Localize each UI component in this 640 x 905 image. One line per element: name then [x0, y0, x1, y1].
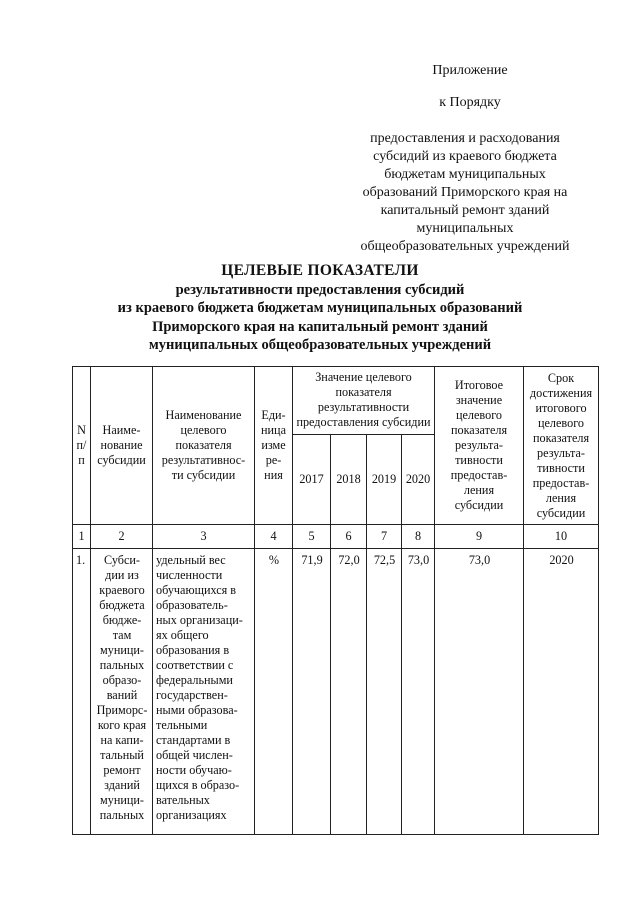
row-value-2020: 73,0: [402, 549, 435, 835]
header-line: целевого: [180, 423, 227, 437]
header-line: показателя: [175, 438, 232, 452]
cell-line: организациях: [156, 808, 227, 822]
header-line: Срок: [547, 370, 575, 385]
header-line: целевого: [538, 415, 584, 430]
header-line: показателя: [532, 430, 590, 445]
column-number: 6: [331, 525, 367, 549]
column-number: 8: [402, 525, 435, 549]
cell-line: стандартами в: [156, 733, 231, 747]
title-line: Приморского края на капитальный ремонт зданий: [152, 318, 488, 335]
header-line: изме: [261, 438, 286, 452]
cell-line: Приморс-: [96, 703, 148, 717]
header-line: Наиме-: [102, 423, 141, 437]
header-line: ния: [264, 468, 283, 482]
cell-line: щихся в образо-: [156, 778, 240, 792]
column-number: 4: [255, 525, 293, 549]
row-value-2017: 71,9: [293, 549, 331, 835]
cell-line: ремонт: [103, 763, 141, 777]
header-num-line: п/: [76, 438, 87, 452]
row-indicator-name: [153, 549, 255, 835]
cell-line: краевого: [99, 583, 145, 597]
cell-line: бюдже-: [102, 613, 142, 627]
column-number: 5: [293, 525, 331, 549]
cell-line: муници-: [100, 793, 144, 807]
row-num: 1.: [73, 549, 91, 835]
cell-line: ях общего: [156, 628, 209, 642]
header-line: ти субсидии: [171, 468, 236, 482]
appendix-line: субсидий из краевого бюджета: [373, 149, 557, 164]
header-line: ления: [463, 483, 495, 497]
title-line: из краевого бюджета бюджетам муниципальных образований: [117, 300, 523, 316]
header-line: предостав-: [532, 475, 590, 490]
header-line: ре-: [265, 453, 282, 467]
header-num-line: N: [77, 423, 86, 437]
column-number: 3: [153, 525, 255, 549]
table-row: [73, 549, 599, 835]
cell-line: тельными: [156, 718, 208, 732]
header-year: 2017: [293, 435, 331, 525]
cell-line: общей числен-: [156, 748, 233, 762]
row-final-value: 73,0: [435, 549, 524, 835]
column-number: 1: [73, 525, 91, 549]
title-line: муниципальных общеобразовательных учреждений: [148, 337, 492, 353]
cell-line: муници-: [100, 643, 144, 657]
cell-line: образования в: [156, 643, 230, 657]
row-deadline: 2020: [524, 549, 599, 835]
column-number: 7: [367, 525, 402, 549]
header-line: субсидии: [536, 505, 586, 520]
cell-line: федеральными: [156, 673, 233, 687]
appendix-title: Приложение: [432, 63, 508, 78]
cell-line: соответствии с: [156, 658, 234, 672]
header-line: Еди-: [261, 408, 286, 422]
header-line: тивности: [537, 460, 585, 475]
header-line: предостав-: [450, 468, 508, 482]
cell-line: там: [112, 628, 132, 642]
appendix-description: [340, 130, 590, 256]
appendix-line: муниципальных: [416, 221, 514, 236]
cell-line: бюджета: [99, 598, 145, 612]
column-number: 2: [91, 525, 153, 549]
column-number: 9: [435, 525, 524, 549]
header-target-value: [293, 367, 435, 435]
header-line: ления: [545, 490, 577, 505]
cell-line: дии из: [105, 568, 139, 582]
cell-line: ных организаци-: [156, 613, 243, 627]
header-line: ница: [261, 423, 286, 437]
cell-line: ности обучаю-: [156, 763, 232, 777]
cell-line: кого края: [97, 718, 147, 732]
header-line: результа-: [537, 445, 585, 460]
cell-line: ваний: [106, 688, 138, 702]
header-line: результативности: [317, 400, 410, 414]
appendix-line: общеобразовательных учреждений: [360, 239, 570, 254]
document-title: [60, 262, 580, 355]
header-line: результативнос-: [161, 453, 246, 467]
cell-line: образо-: [102, 673, 142, 687]
header-line: Наименование: [165, 408, 242, 422]
cell-line: образователь-: [156, 598, 228, 612]
header-num: [73, 367, 91, 525]
title-main: ЦЕЛЕВЫЕ ПОКАЗАТЕЛИ: [221, 262, 419, 279]
cell-line: удельный вес: [156, 553, 226, 567]
header-line: предоставления субсидии: [296, 415, 431, 429]
cell-line: государствен-: [156, 688, 228, 702]
appendix-line: бюджетам муниципальных: [384, 167, 546, 182]
cell-line: тальный: [100, 748, 144, 762]
column-number: 10: [524, 525, 599, 549]
row-unit: %: [255, 549, 293, 835]
header-line: Итоговое: [454, 378, 504, 392]
cell-line: Субси-: [104, 553, 140, 567]
appendix-line: капитальный ремонт зданий: [380, 203, 550, 218]
header-line: показателя: [450, 423, 508, 437]
header-line: тивности: [455, 453, 503, 467]
header-line: субсидии: [454, 498, 504, 512]
header-line: целевого: [456, 408, 502, 422]
header-line: показателя: [335, 385, 392, 399]
appendix-line: предоставления и расходования: [370, 131, 560, 146]
cell-line: вательных: [156, 793, 210, 807]
cell-line: обучающихся в: [156, 583, 237, 597]
header-line: достижения: [529, 385, 593, 400]
row-value-2019: 72,5: [367, 549, 402, 835]
cell-line: на капи-: [100, 733, 144, 747]
header-indicator-name: [153, 367, 255, 525]
header-num-line: п: [78, 453, 85, 467]
header-line: субсидии: [97, 453, 146, 467]
header-line: Значение целевого: [315, 370, 412, 384]
header-year: 2020: [402, 435, 435, 525]
cell-line: пальных: [99, 808, 145, 822]
cell-line: пальных: [99, 658, 145, 672]
header-line: значение: [455, 393, 503, 407]
header-final-value: [435, 367, 524, 525]
cell-line: ными образова-: [156, 703, 238, 717]
header-line: итогового: [535, 400, 587, 415]
row-subsidy-name: [91, 549, 153, 835]
indicators-table: [72, 366, 599, 835]
title-line: результативности предоставления субсидий: [175, 281, 465, 298]
appendix-order: к Порядку: [439, 95, 501, 110]
cell-line: численности: [156, 568, 223, 582]
header-year: 2018: [331, 435, 367, 525]
header-deadline: [524, 367, 599, 525]
header-unit: [255, 367, 293, 525]
header-subsidy-name: [91, 367, 153, 525]
row-value-2018: 72,0: [331, 549, 367, 835]
header-line: результа-: [455, 438, 503, 452]
cell-line: зданий: [104, 778, 140, 792]
header-line: нование: [100, 438, 143, 452]
appendix-line: образований Приморского края на: [362, 185, 568, 200]
header-year: 2019: [367, 435, 402, 525]
